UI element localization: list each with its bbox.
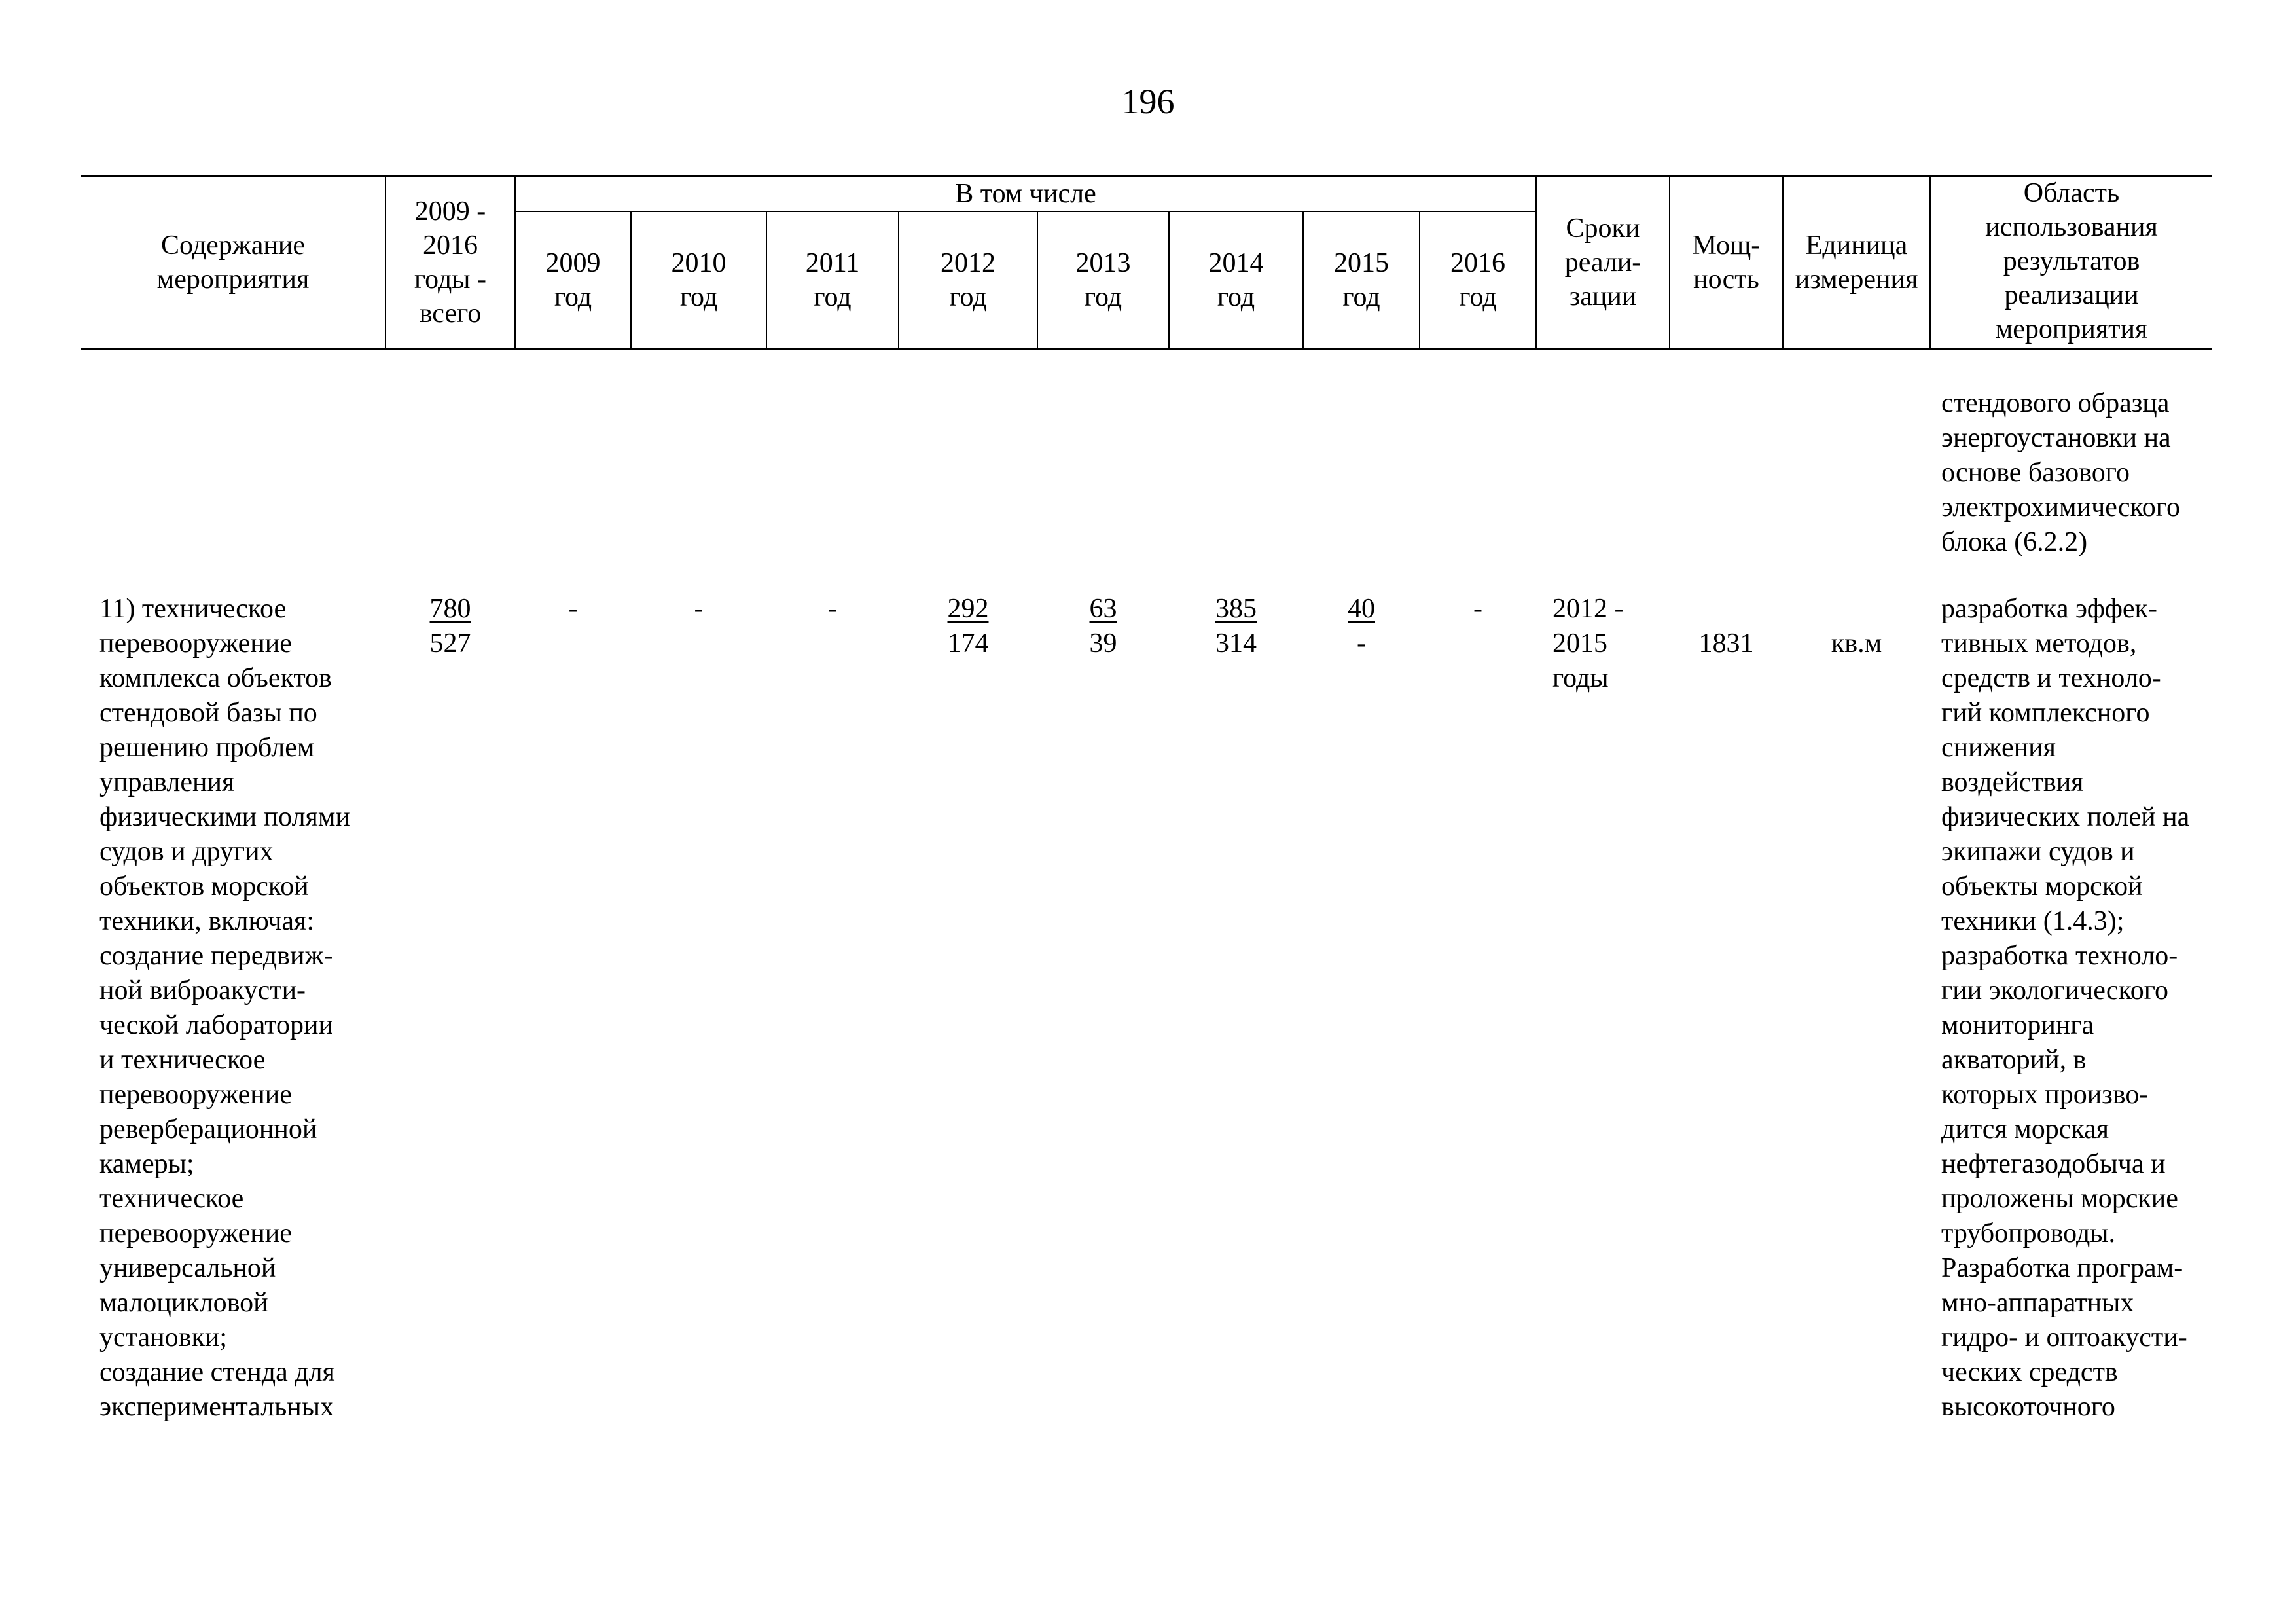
header-terms: Сроки реали- зации — [1564, 213, 1641, 312]
header-content: Содержание мероприятия — [156, 230, 310, 295]
header-unit: Единица измерения — [1795, 230, 1918, 295]
header-year-2012: 2012 год — [941, 248, 996, 312]
row-2013-bottom: 39 — [1089, 629, 1117, 659]
header-area: Область использования результатов реализации мероприятия — [1985, 178, 2158, 344]
header-year-2010: 2010 год — [671, 248, 726, 312]
page-number: 196 — [1121, 82, 1175, 121]
row-2014-top: 385 — [1215, 594, 1257, 624]
row-2013-top: 63 — [1089, 594, 1117, 624]
row-2009-value: - — [568, 594, 578, 624]
row-2015-top: 40 — [1348, 594, 1375, 624]
row-total-bottom: 527 — [429, 629, 471, 659]
header-year-2015: 2015 год — [1334, 248, 1389, 312]
row-2015-bottom: - — [1357, 629, 1366, 659]
row-unit: кв.м — [1831, 629, 1882, 659]
row-2012-top: 292 — [947, 594, 989, 624]
row-total-top: 780 — [429, 594, 471, 624]
header-year-2013: 2013 год — [1075, 248, 1131, 312]
header-capacity: Мощ- ность — [1692, 230, 1761, 295]
header-year-2014: 2014 год — [1208, 248, 1264, 312]
header-year-2016: 2016 год — [1450, 248, 1505, 312]
row-content: 11) техническое перевооружение комплекса объектов стендовой базы по решению проблем управления физическими полями судов и других объектов морской техники, включая: создание передвиж- ной виброакусти- ческой лаборатории и техническое перевооружение реверберационной камеры; техническое перевооружение универсальной малоцикловой установки; создание стенда для экспериментальных — [99, 594, 350, 1422]
header-year-2009: 2009 год — [545, 248, 601, 312]
row-capacity: 1831 — [1698, 629, 1754, 659]
header-year-2011: 2011 год — [805, 248, 860, 312]
row-2011-value: - — [828, 594, 837, 624]
header-bottom-border — [81, 348, 2212, 350]
continuation-area-text: стендового образца энергоустановки на основе базового электрохимического блока (6.2.2) — [1941, 388, 2180, 557]
row-area: разработка эффек- тивных методов, средств и техноло- гий комплексного снижения воздействия физических полей на экипажи судов и объекты морской техники (1.4.3); разработка техноло- гии экологического мониторинга акваторий, в которых произво- дится морская нефтегазодобыча и проложены морские трубопроводы. Разработка програм- мно-аппаратных гидро- и оптоакусти- ческих средств высокоточного — [1941, 594, 2190, 1422]
row-2012-bottom: 174 — [947, 629, 989, 659]
row-2016-value: - — [1473, 594, 1482, 624]
header-total: 2009 - 2016 годы - всего — [414, 196, 487, 329]
row-2014-bottom: 314 — [1215, 629, 1257, 659]
row-2010-value: - — [694, 594, 704, 624]
row-terms: 2012 - 2015 годы — [1552, 594, 1624, 693]
header-including: В том числе — [955, 179, 1096, 209]
